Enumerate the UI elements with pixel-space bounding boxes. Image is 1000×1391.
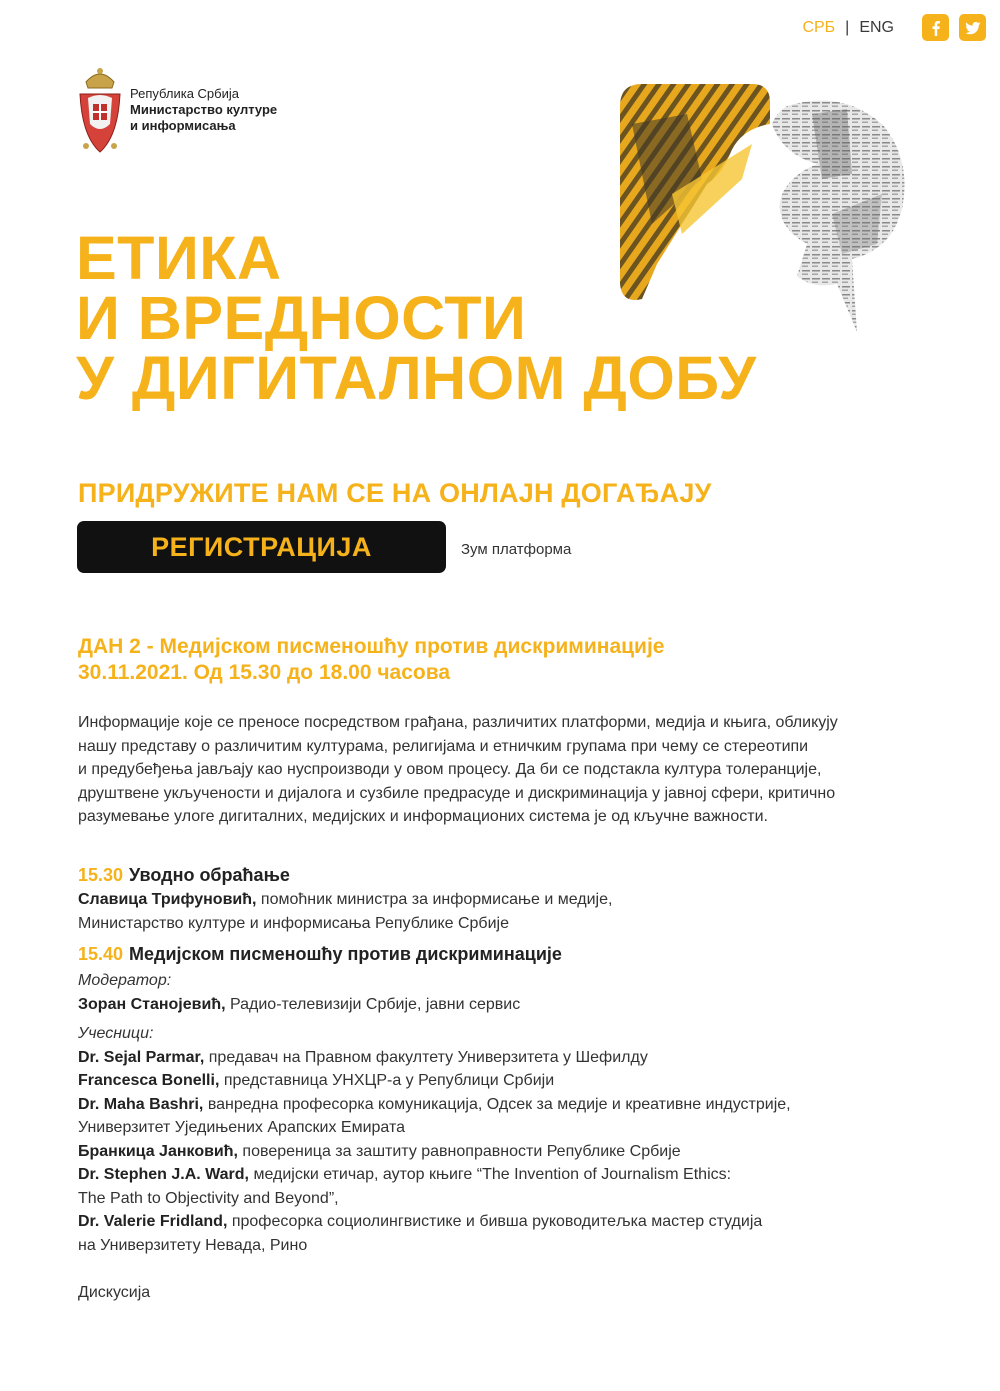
participant-name: Dr. Valerie Fridland, bbox=[78, 1213, 228, 1230]
participant-role: медијски етичар, аутор књиге “The Invention of Journalism Ethics: bbox=[249, 1166, 732, 1183]
participant-line bbox=[78, 1140, 958, 1164]
intro-line: Информације које се преносе посредством грађана, различитих платформи, медија и књига, обликују bbox=[78, 714, 838, 731]
event-title bbox=[76, 224, 757, 412]
participant-role-cont: The Path to Objectivity and Beyond”, bbox=[78, 1189, 339, 1207]
participant-role: повереница за заштиту равноправности Републике Србије bbox=[237, 1142, 681, 1160]
participant-line bbox=[78, 1069, 958, 1093]
intro-line: друштвене укључености и дијалога и сузбиле предрасуде и дискриминација у јавној сфери, критично bbox=[78, 784, 836, 802]
moderator-name: Зоран Станојевић, bbox=[78, 995, 226, 1013]
intro-line: и предубеђења јављају као нуспроизводи у овом процесу. Да би се подстакла култура толеранције, bbox=[78, 761, 822, 778]
participant-line bbox=[78, 1163, 958, 1187]
participant-role: ванредна професорка комуникација, Одсек за медије и креативне индустрије, bbox=[203, 1095, 791, 1113]
speaker-line bbox=[78, 888, 958, 912]
facebook-button[interactable] bbox=[922, 14, 949, 41]
join-heading: ПРИДРУЖИТЕ НАМ СЕ НА ОНЛАЈН ДОГАЂАЈУ bbox=[78, 478, 712, 508]
participant-line bbox=[78, 1046, 958, 1070]
facebook-icon bbox=[928, 20, 944, 36]
intro-paragraph bbox=[78, 711, 938, 829]
program-item-title: Уводно обраћање bbox=[129, 865, 290, 885]
title-line-2: И ВРЕДНОСТИ bbox=[76, 284, 527, 352]
participant-role: представница УНХЦР-а у Републици Србији bbox=[219, 1072, 555, 1089]
intro-line: разумевање улоге дигиталних, медијских и информационих система је од кључне важности. bbox=[78, 808, 768, 825]
closing-discussion: Дискусија bbox=[78, 1284, 151, 1301]
program-item-time: 15.40 bbox=[78, 944, 124, 964]
intro-line: нашу представу о различитим културама, религијама и етничким групама при чему се стереотипи bbox=[78, 737, 809, 755]
participant-name: Бранкица Јанковић, bbox=[78, 1142, 238, 1160]
ministry-logo bbox=[78, 64, 277, 156]
program-item-time: 15.30 bbox=[78, 865, 124, 885]
participant-role-cont: на Универзитету Невада, Рино bbox=[78, 1236, 308, 1254]
lang-english-link[interactable]: ENG bbox=[859, 18, 894, 36]
participants-label: Учесници: bbox=[78, 1025, 154, 1042]
participant-name: Dr. Maha Bashri, bbox=[78, 1095, 204, 1113]
participant-name: Dr. Stephen J.A. Ward, bbox=[78, 1166, 249, 1183]
coat-of-arms-icon bbox=[78, 64, 122, 156]
participant-line bbox=[78, 1093, 958, 1117]
participant-name: Dr. Sejal Parmar, bbox=[78, 1048, 205, 1066]
day-title: ДАН 2 - Медијском писменошћу против дискриминације bbox=[78, 635, 665, 658]
ministry-line-3: и информисања bbox=[130, 118, 236, 133]
day-heading bbox=[78, 634, 664, 686]
twitter-icon bbox=[965, 20, 981, 36]
title-line-3: У ДИГИТАЛНОМ ДОБУ bbox=[76, 344, 757, 412]
platform-label: Зум платформа bbox=[461, 541, 572, 558]
program-schedule bbox=[78, 862, 958, 1305]
twitter-button[interactable] bbox=[959, 14, 986, 41]
lang-serbian-link[interactable]: СРБ bbox=[802, 18, 836, 36]
ministry-line-2: Министарство културе bbox=[130, 102, 278, 117]
moderator-label: Модератор: bbox=[78, 972, 172, 989]
title-line-1: ЕТИКА bbox=[76, 224, 282, 292]
registration-button[interactable]: РЕГИСТРАЦИЈА bbox=[77, 521, 446, 573]
speaker-role: помоћник министра за информисање и медије, bbox=[256, 891, 613, 908]
participant-line bbox=[78, 1210, 958, 1234]
language-bar bbox=[802, 14, 986, 41]
ministry-line-1: Република Србија bbox=[130, 86, 239, 101]
moderator-role: Радио-телевизији Србије, јавни сервис bbox=[225, 995, 521, 1013]
participant-role-cont: Универзитет Уједињених Арапских Емирата bbox=[78, 1119, 405, 1136]
program-item-header bbox=[78, 862, 958, 888]
speaker-role-cont: Министарство културе и информисања Републике Србије bbox=[78, 914, 509, 932]
spacer bbox=[78, 1257, 958, 1281]
ministry-name bbox=[130, 86, 277, 134]
participant-role: предавач на Правном факултету Универзитета у Шефилду bbox=[204, 1048, 648, 1066]
participant-name: Francesca Bonelli, bbox=[78, 1072, 220, 1089]
speaker-name: Славица Трифуновић, bbox=[78, 891, 257, 908]
lang-separator: | bbox=[845, 18, 850, 36]
moderator-line bbox=[78, 993, 958, 1017]
day-date-time: 30.11.2021. Од 15.30 до 18.00 часова bbox=[78, 661, 451, 684]
participant-role: професорка социолингвистике и бивша руководитељка мастер студија bbox=[227, 1213, 763, 1230]
program-item-title: Медијском писменошћу против дискриминације bbox=[129, 944, 562, 964]
program-item-header bbox=[78, 941, 958, 967]
